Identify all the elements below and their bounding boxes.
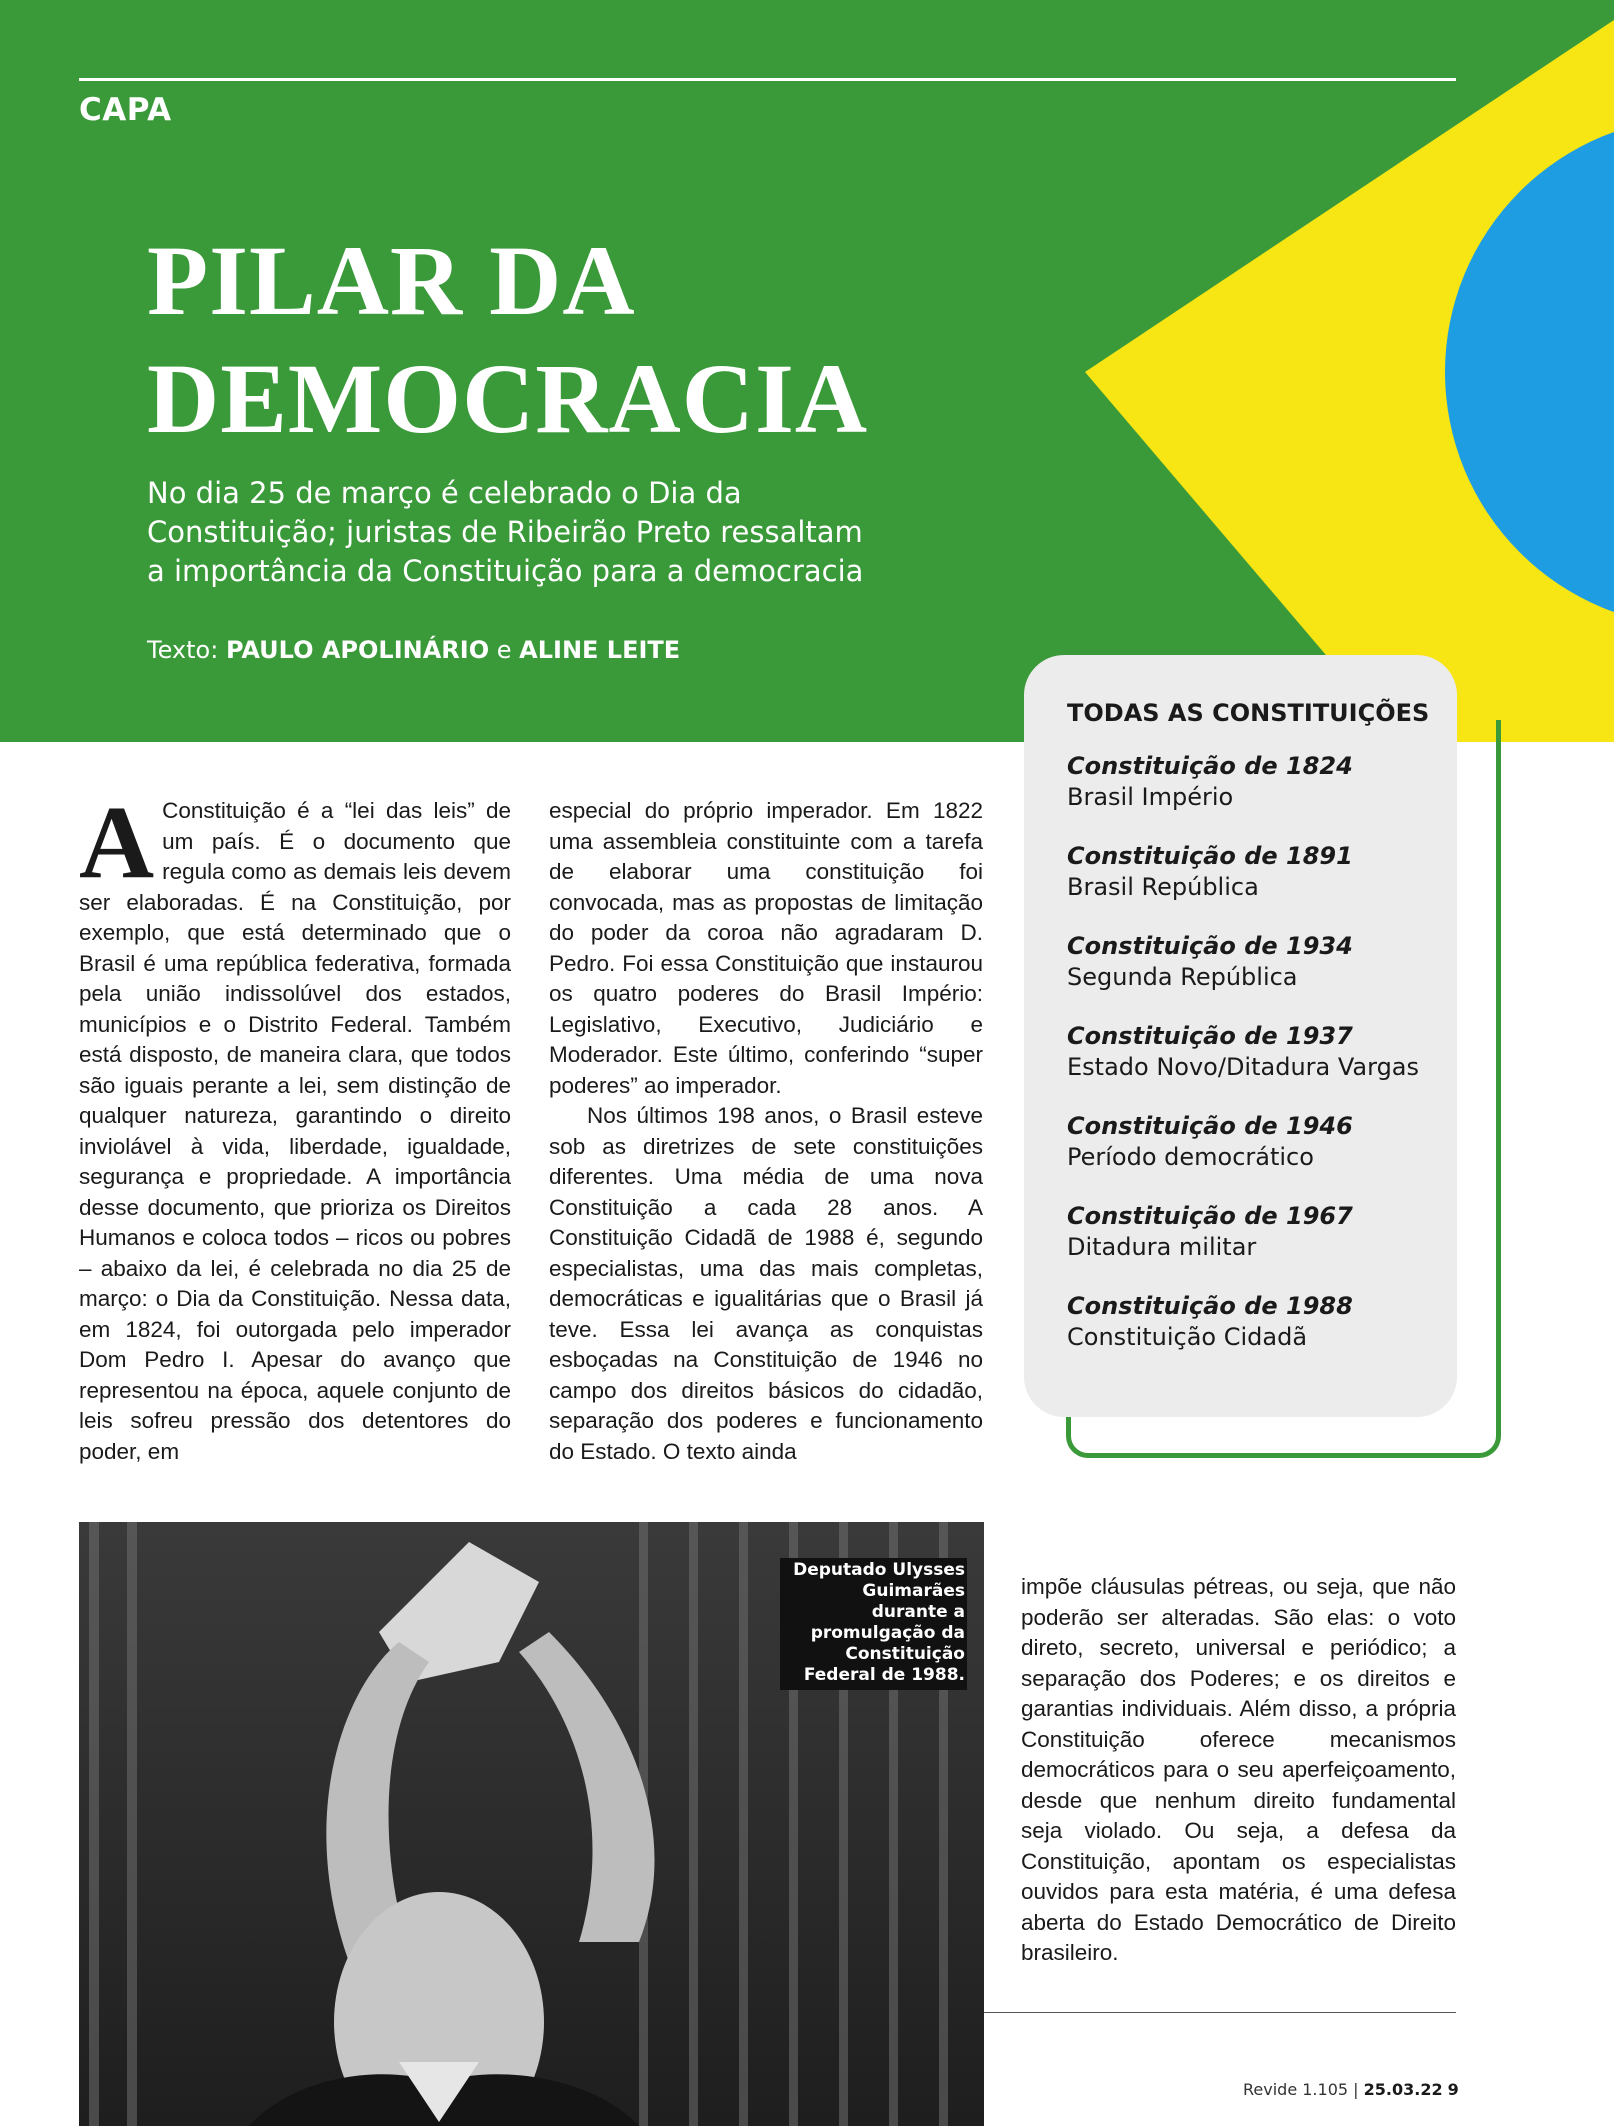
- magazine-issue: Revide 1.105: [1243, 2080, 1349, 2099]
- article-column-2: [549, 796, 983, 1467]
- section-label: CAPA: [79, 92, 172, 128]
- constitution-era: Segunda República: [1067, 963, 1298, 991]
- constitution-item: [1067, 751, 1457, 813]
- subtitle-line-2: Constituição; juristas de Ribeirão Preto ressaltam: [147, 515, 863, 549]
- subtitle: [147, 474, 947, 591]
- constitution-era: Período democrático: [1067, 1143, 1314, 1171]
- drop-cap: A: [79, 785, 155, 900]
- subtitle-line-1: No dia 25 de março é celebrado o Dia da: [147, 476, 742, 510]
- constitution-name: Constituição de 1937: [1067, 1022, 1353, 1050]
- issue-date: 25.03.22: [1363, 2080, 1443, 2099]
- author-1: PAULO APOLINÁRIO: [225, 636, 490, 664]
- subtitle-line-3: a importância da Constituição para a democracia: [147, 554, 864, 588]
- photo-caption: Deputado Ulysses Guimarães durante a promulgação da Constituição Federal de 1988.: [780, 1558, 967, 1690]
- constitution-item: [1067, 1021, 1457, 1083]
- constitution-item: [1067, 931, 1457, 993]
- constitution-name: Constituição de 1891: [1067, 842, 1353, 870]
- byline: [147, 636, 680, 664]
- title-line-2: DEMOCRACIA: [147, 343, 869, 454]
- footer-rule: [984, 2012, 1456, 2013]
- article-paragraph: especial do próprio imperador. Em 1822 uma assembleia constituinte com a tarefa de elaborar uma constituição foi convocada, mas as propostas de limitação do poder da coroa não agradaram D. Pedro. Foi essa Constituição que instaurou os quatro poderes do Brasil Império: Legislativo, Executivo, Judiciário e Moderador. Este último, conferindo “super poderes” ao imperador.: [549, 798, 983, 1098]
- article-paragraph: impõe cláusulas pétreas, ou seja, que não poderão ser alteradas. São elas: o voto direto, secreto, universal e periódico; a separação dos Poderes; e os direitos e garantias individuais. Além disso, a própria Constituição oferece mecanismos democráticos para o seu aperfeiçoamento, desde que nenhum direito fundamental seja violado. Ou seja, a defesa da Constituição, apontam os especialistas ouvidos para esta matéria, é uma defesa aberta do Estado Democrático de Direito brasileiro.: [1021, 1574, 1456, 1965]
- page-title: [147, 222, 868, 458]
- constitution-item: [1067, 1111, 1457, 1173]
- footer-separator: |: [1353, 2080, 1359, 2099]
- header-rule: [79, 78, 1456, 81]
- article-column-3: [1021, 1572, 1456, 1969]
- article-paragraph: Constituição é a “lei das leis” de um país. É o documento que regula como as demais leis devem ser elaboradas. É na Constituição, por exemplo, que está determinado que o Brasil é uma república federativa, formada pela união indissolúvel dos estados, municípios e o Distrito Federal. Também está disposto, de maneira clara, que todos são iguais perante a lei, sem distinção de qualquer natureza, garantindo o direito inviolável à vida, liberdade, igualdade, segurança e propriedade. A importância desse documento, que prioriza os Direitos Humanos e coloca todos – ricos ou pobres – abaixo da lei, é celebrada no dia 25 de março: o Dia da Constituição. Nessa data, em 1824, foi outorgada pelo imperador Dom Pedro I. Apesar do avanço que representou na época, aquele conjunto de leis sofreu pressão dos detentores do poder, em: [79, 798, 511, 1464]
- constitution-name: Constituição de 1988: [1067, 1292, 1353, 1320]
- page-number: 9: [1447, 2080, 1459, 2099]
- byline-prefix: Texto:: [147, 636, 219, 664]
- constitution-era: Ditadura militar: [1067, 1233, 1257, 1261]
- constitution-era: Brasil República: [1067, 873, 1259, 901]
- byline-connector: e: [496, 636, 512, 664]
- title-line-1: PILAR DA: [147, 225, 636, 336]
- constitution-item: [1067, 1291, 1457, 1353]
- constitution-era: Constituição Cidadã: [1067, 1323, 1308, 1351]
- page-footer: [1243, 2080, 1459, 2099]
- author-2: ALINE LEITE: [519, 636, 681, 664]
- constitution-era: Estado Novo/Ditadura Vargas: [1067, 1053, 1420, 1081]
- constitution-name: Constituição de 1946: [1067, 1112, 1353, 1140]
- constitutions-sidebar: [1024, 655, 1457, 1417]
- constitution-name: Constituição de 1824: [1067, 752, 1353, 780]
- sidebar-title: TODAS AS CONSTITUIÇÕES: [1067, 699, 1430, 727]
- constitution-item: [1067, 1201, 1457, 1263]
- constitution-name: Constituição de 1934: [1067, 932, 1353, 960]
- constitution-name: Constituição de 1967: [1067, 1202, 1353, 1230]
- constitution-era: Brasil Império: [1067, 783, 1234, 811]
- article-paragraph: Nos últimos 198 anos, o Brasil esteve sob as diretrizes de sete constituições diferentes. Uma média de uma nova Constituição a cada 28 anos. A Constituição Cidadã de 1988 é, segundo especialistas, uma das mais completas, democráticas e igualitárias que o Brasil já teve. Essa lei avança as conquistas esboçadas na Constituição de 1946 no campo dos direitos básicos do cidadão, separação dos poderes e funcionamento do Estado. O texto ainda: [549, 1103, 983, 1464]
- hero-banner: [0, 0, 1614, 742]
- article-column-1: [79, 785, 511, 1467]
- constitution-item: [1067, 841, 1457, 903]
